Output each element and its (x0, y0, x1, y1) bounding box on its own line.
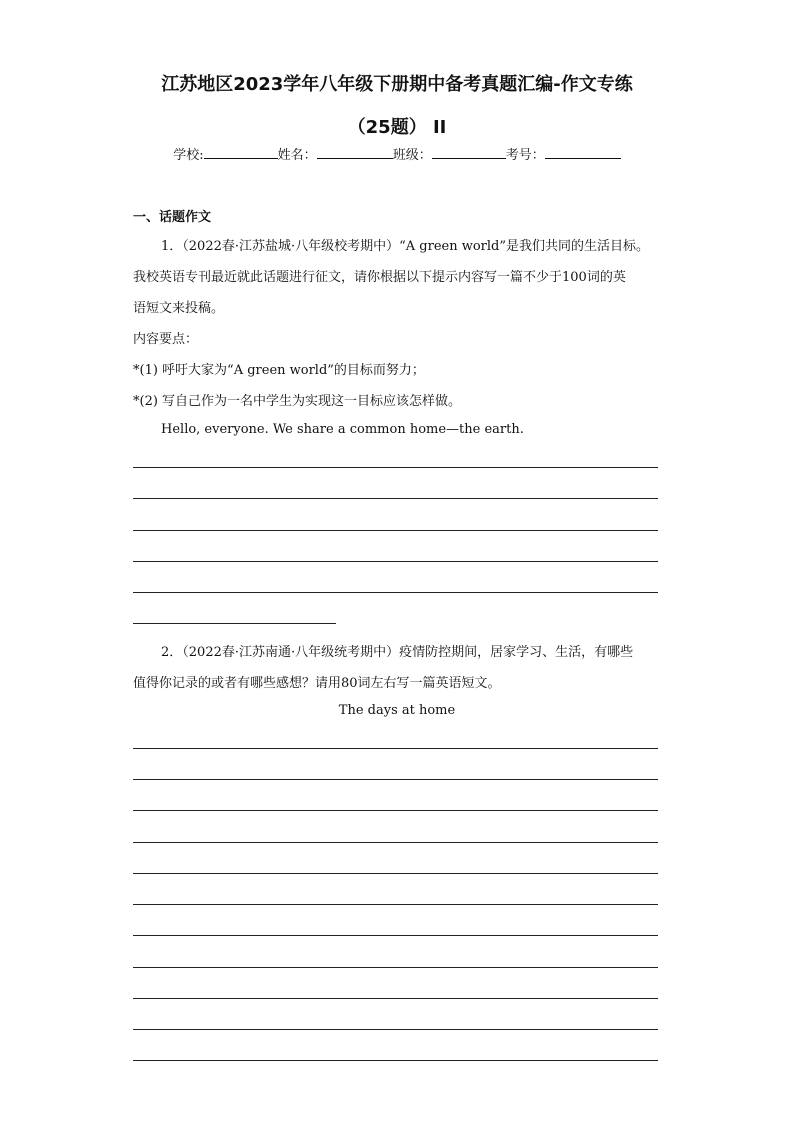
q2-writing-line[interactable] (133, 779, 658, 780)
q1-writing-line-last[interactable] (133, 623, 336, 624)
q1-writing-line[interactable] (133, 561, 658, 562)
q1-writing-line[interactable] (133, 498, 658, 499)
q2-writing-line[interactable] (133, 842, 658, 843)
class-label: 班级： (392, 148, 432, 163)
q1-points-label: 内容要点： (133, 332, 199, 347)
class-blank[interactable] (432, 146, 506, 159)
q2-prompt-line-2: 值得你记录的或者有哪些感想？请用80词左右写一篇英语短文。 (133, 676, 501, 691)
q2-writing-line[interactable] (133, 873, 658, 874)
q2-prompt-line-1: 2．（2022春·江苏南通·八年级统考期中）疫情防控期间，居家学习、生活，有哪些 (161, 645, 634, 660)
q1-writing-line[interactable] (133, 467, 658, 468)
name-label: 姓名： (277, 148, 317, 163)
q2-writing-line[interactable] (133, 810, 658, 811)
q1-prompt-line-2: 我校英语专刊最近就此话题进行征文，请你根据以下提示内容写一篇不少于100词的英 (133, 270, 626, 285)
q2-writing-line[interactable] (133, 967, 658, 968)
q2-writing-line[interactable] (133, 998, 658, 999)
school-blank[interactable] (204, 146, 278, 159)
q1-writing-line[interactable] (133, 592, 658, 593)
q1-point-1: *(1) 呼吁大家为“A green world”的目标而努力； (133, 363, 425, 378)
q2-essay-title: The days at home (338, 703, 456, 718)
q2-writing-line[interactable] (133, 935, 658, 936)
document-title: 江苏地区2023学年八年级下册期中备考真题汇编-作文专练 (161, 74, 633, 95)
exam-number-label: 考号： (505, 148, 545, 163)
q1-prompt-line-1: 1．（2022春·江苏盐城·八年级校考期中）“A green world”是我们共同的生活目标。 (161, 239, 650, 254)
q1-point-2: *(2) 写自己作为一名中学生为实现这一目标应该怎样做。 (133, 394, 462, 409)
section-heading: 一、话题作文 (133, 210, 212, 225)
document-subtitle: （25题） II (347, 117, 447, 138)
school-label: 学校: (173, 148, 204, 163)
q1-opening-sentence: Hello, everyone. We share a common home—the earth. (161, 422, 524, 437)
student-info-row (0, 144, 794, 163)
q2-writing-line[interactable] (133, 748, 658, 749)
exam-number-blank[interactable] (545, 146, 621, 159)
q1-prompt-line-3: 语短文来投稿。 (133, 301, 225, 316)
q2-writing-line[interactable] (133, 1029, 658, 1030)
q2-writing-line[interactable] (133, 1060, 658, 1061)
q2-writing-line[interactable] (133, 904, 658, 905)
q1-writing-line[interactable] (133, 530, 658, 531)
name-blank[interactable] (317, 146, 393, 159)
